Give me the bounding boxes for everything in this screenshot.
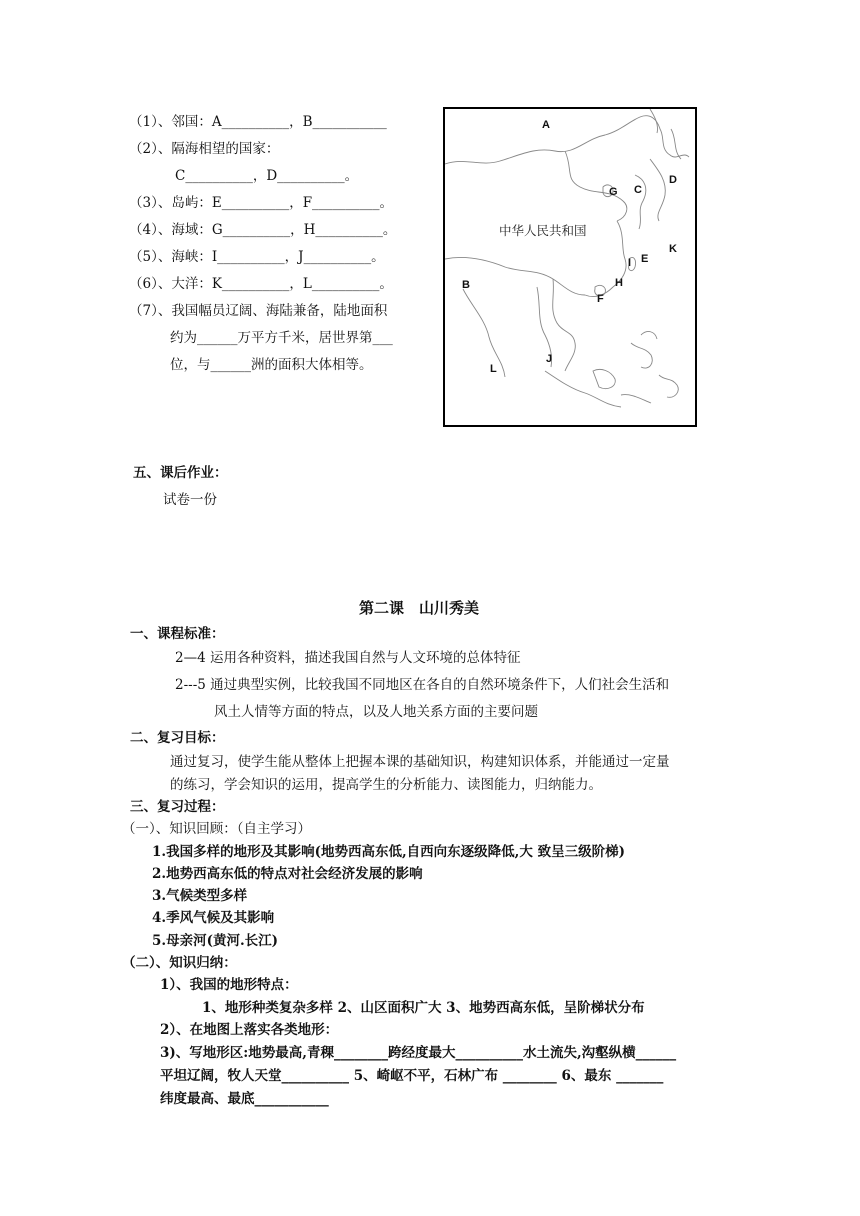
map-label-j: J xyxy=(546,353,553,365)
review-heading: （一）、知识回顾：（自主学习） xyxy=(122,821,311,837)
question-7: （7）、我国幅员辽阔、海陆兼备，陆地面积 xyxy=(129,303,388,319)
map-label-f: F xyxy=(597,293,604,305)
question-2-blanks: C__________，D__________。 xyxy=(175,168,359,184)
summary-3-line-3: 纬度最高、最底___________ xyxy=(160,1091,329,1107)
map-label-e: E xyxy=(641,253,649,265)
process-heading: 三、复习过程： xyxy=(130,799,225,815)
homework-content: 试卷一份 xyxy=(163,492,217,508)
question-2: （2）、隔海相望的国家： xyxy=(129,141,280,157)
map-label-l: L xyxy=(490,363,497,375)
goal-line-2: 的练习，学会知识的运用，提高学生的分析能力、读图能力，归纳能力。 xyxy=(170,777,602,793)
summary-2: 2）、在地图上落实各类地形： xyxy=(160,1022,339,1038)
standard-heading: 一、课程标准： xyxy=(130,626,225,642)
question-7-line2: 约为______万平方千米，居世界第___ xyxy=(170,330,393,346)
review-item-2: 2.地势西高东低的特点对社会经济发展的影响 xyxy=(152,866,423,882)
review-item-5: 5.母亲河(黄河.长江) xyxy=(152,933,279,949)
map-label-c: C xyxy=(634,184,642,196)
map-label-d: D xyxy=(669,174,677,186)
review-item-1: 1.我国多样的地形及其影响(地势西高东低,自西向东逐级降低,大 致呈三级阶梯) xyxy=(152,844,625,860)
map-label-a: A xyxy=(542,119,550,131)
question-5: （5）、海峡：I__________，J__________。 xyxy=(129,249,385,265)
map-label-i: I xyxy=(628,257,632,269)
summary-1-detail: 1、地形种类复杂多样 2、山区面积广大 3、地势西高东低，呈阶梯状分布 xyxy=(202,1000,645,1016)
map-country-label: 中华人民共和国 xyxy=(499,223,587,238)
summary-3-line-2: 平坦辽阔，牧人天堂__________ 5、崎岖不平，石林广布 ________ 6、最东 _______ xyxy=(160,1068,664,1084)
review-item-3: 3.气候类型多样 xyxy=(152,888,248,904)
review-item-4: 4.季风气候及其影响 xyxy=(152,910,275,926)
map-label-k: K xyxy=(669,243,677,255)
standard-2a: 2---5 通过典型实例，比较我国不同地区在各自的自然环境条件下，人们社会生活和 xyxy=(175,677,670,693)
goal-line-1: 通过复习，使学生能从整体上把握本课的基础知识，构建知识体系，并能通过一定量 xyxy=(170,754,670,770)
map-label-b: B xyxy=(462,279,470,291)
standard-2b: 风土人情等方面的特点，以及人地关系方面的主要问题 xyxy=(214,704,538,720)
question-1: （1）、邻国：A__________，B___________ xyxy=(129,114,387,130)
map-outline xyxy=(445,109,697,427)
map-label-h: H xyxy=(615,277,623,289)
lesson-title: 第二课 山川秀美 xyxy=(359,599,480,617)
summary-1: 1）、我国的地形特点： xyxy=(160,977,298,993)
question-3: （3）、岛屿：E__________，F__________。 xyxy=(129,195,394,211)
summary-heading: （二）、知识归纳： xyxy=(122,955,237,971)
standard-1: 2—4 运用各种资料，描述我国自然与人文环境的总体特征 xyxy=(175,650,521,666)
homework-heading: 五、课后作业： xyxy=(133,465,228,481)
question-4: （4）、海域：G__________，H__________。 xyxy=(129,222,397,238)
china-map-figure xyxy=(443,107,697,427)
question-7-line3: 位，与______洲的面积大体相等。 xyxy=(170,357,373,373)
map-label-g: G xyxy=(609,186,618,198)
summary-3-line-1: 3)、写地形区:地势最高,青稞________跨经度最大__________水土流失,沟壑纵横______ xyxy=(160,1045,677,1061)
question-6: （6）、大洋：K__________，L__________。 xyxy=(129,276,393,292)
goal-heading: 二、复习目标： xyxy=(130,730,225,746)
